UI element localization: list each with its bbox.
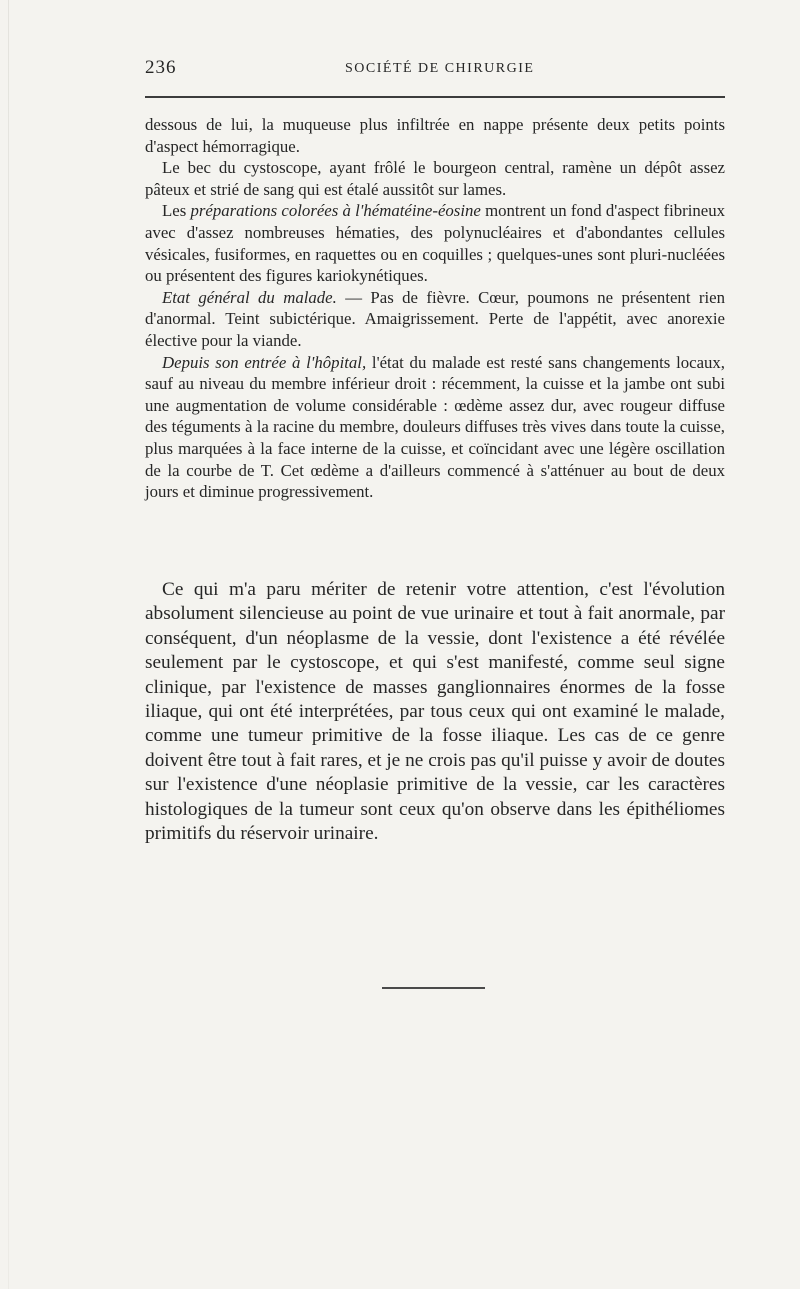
- observation-paragraph: [145, 157, 725, 200]
- observation-text: — Pas de fièvre. Cœur, poumons ne présentent rien d'anormal. Teint subictérique. Amaigrissement. Perte de l'appétit, avec anorexie élective pour la viande.: [145, 287, 725, 350]
- observation-italic-heading: préparations colorées à l'hématéine-éosine: [190, 201, 481, 221]
- observation-paragraph: [145, 200, 725, 286]
- observation-paragraph: [145, 352, 725, 503]
- page-number: 236: [145, 57, 177, 78]
- page-header: [145, 57, 725, 81]
- observation-paragraph: [145, 287, 725, 352]
- observation-paragraph: [145, 114, 725, 157]
- observation-italic-heading: Etat général du malade.: [162, 287, 337, 307]
- observation-text: Le bec du cystoscope, ayant frôlé le bourgeon central, ramène un dépôt assez pâteux et strié de sang qui est étalé aussitôt sur lames.: [145, 158, 725, 199]
- case-observation: [145, 114, 725, 503]
- page-gutter-line: [8, 0, 9, 1289]
- observation-text: dessous de lui, la muqueuse plus infiltrée en nappe présente deux petits points d'aspect hémorragique.: [145, 115, 725, 156]
- observation-text: montrent un fond d'aspect fibrineux avec d'assez nombreuses hématies, des polynucléaires et d'abondantes cellules vésicales, fusiformes, en raquettes ou en coquilles ; quelques-unes sont pluri-nucléées ou présentent des figures kariokynétiques.: [145, 201, 726, 286]
- observation-text: Les: [162, 201, 187, 221]
- observation-text: l'état du malade est resté sans changements locaux, sauf au niveau du membre inférieur droit : récemment, la cuisse et la jambe ont subi une augmentation de volume considérable : œdème assez dur, avec rougeur diffuse des téguments à la racine du membre, douleurs diffuses très vives dans toute la cuisse, plus marquées à la face interne de la cuisse, et coïncidant avec une légère oscillation de la courbe de T. Cet œdème a d'ailleurs commencé à s'atténuer au bout de deux jours et diminue progressivement.: [145, 352, 725, 502]
- discussion-paragraph: Ce qui m'a paru mériter de retenir votre attention, c'est l'évolution absolument silencieuse au point de vue urinaire et tout à fait anormale, par conséquent, d'un néoplasme de la vessie, dont l'existence a été révélée seulement par le cystoscope, et qui s'est manifesté, comme seul signe clinique, par l'existence de masses ganglionnaires énormes de la fosse iliaque, qui ont été interprétées, par tous ceux qui ont examiné le malade, comme une tumeur primitive de la fosse iliaque. Les cas de ce genre doivent être tout à fait rares, et je ne crois pas qu'il puisse y avoir de doutes sur l'existence d'une néoplasie primitive de la vessie, car les caractères histologiques de la tumeur sont ceux qu'on observe dans les épithéliomes primitifs du réservoir urinaire.: [145, 579, 725, 845]
- observation-italic-heading: Depuis son entrée à l'hôpital,: [162, 352, 367, 372]
- header-rule: [145, 96, 725, 98]
- running-title: SOCIÉTÉ DE CHIRURGIE: [345, 61, 535, 76]
- discussion: [145, 578, 725, 846]
- end-rule: [382, 987, 485, 989]
